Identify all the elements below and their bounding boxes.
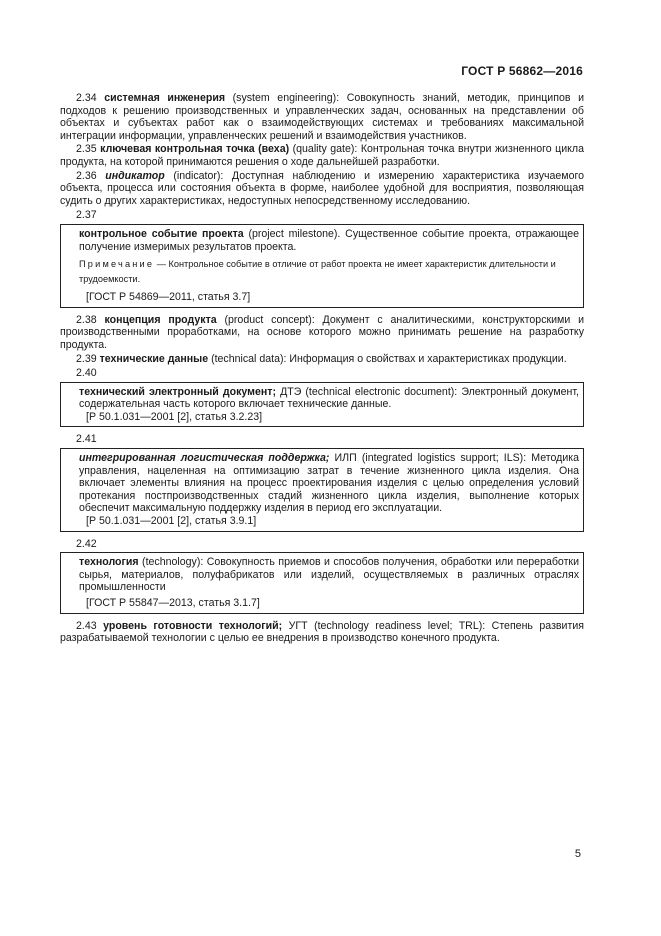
term-name: технический электронный документ;	[79, 385, 276, 398]
quoted-term-box-2-37	[60, 224, 584, 308]
term-entry-2-36	[60, 170, 584, 208]
term-name: технические данные	[99, 352, 209, 365]
term-name: технология	[79, 556, 139, 569]
term-name: интегрированная логистическая поддержка;	[79, 452, 330, 465]
document-body	[60, 92, 584, 645]
citation: [Р 50.1.031—2001 [2], статья 3.2.23]	[86, 410, 263, 423]
note-label: Примечание	[79, 259, 155, 270]
entry-number: 2.36	[76, 169, 97, 182]
term-entry-2-35	[60, 143, 584, 168]
term-name: контрольное событие проекта	[79, 227, 244, 240]
citation: [ГОСТ Р 54869—2011, статья 3.7]	[86, 291, 251, 304]
entry-number-2-42: 2.42	[76, 537, 97, 550]
quoted-definition	[65, 228, 579, 253]
term-name: индикатор	[105, 169, 165, 182]
term-name: ключевая контрольная точка (веха)	[100, 143, 290, 156]
entry-number-2-40: 2.40	[76, 367, 97, 380]
entry-number-2-41: 2.41	[76, 433, 97, 446]
term-definition: (technical data): Информация о свойствах и характеристиках продукции.	[208, 352, 567, 365]
term-entry-2-38	[60, 314, 584, 352]
term-definition: (product concept): Документ с аналитическими, конструкторскими и производственными проработками, на основе которого можно принимать решение на разработку продукта.	[60, 313, 584, 351]
quoted-term-box-2-42	[60, 552, 584, 613]
standard-designation: ГОСТ Р 56862—2016	[461, 64, 583, 78]
term-definition: (technology): Совокупность приемов и способов получения, обработки или переработки сырья, материалов, полуфабрикатов или изделий, осуществляемых в различных отраслях промышленности	[79, 556, 579, 594]
entry-number: 2.35	[76, 143, 97, 156]
term-definition: (system engineering): Совокупность знаний, методик, принципов и подходов к решению производственных и управленческих задач, основанных на представлении об объектах и субъектах работ как о взаимодействующих системах и требованиях максимальной интеграции информации, управленческих решений и взаимодействия участников.	[60, 92, 584, 142]
quoted-term-box-2-40	[60, 382, 584, 428]
term-entry-2-34	[60, 92, 584, 142]
term-definition: (quality gate): Контрольная точка внутри жизненного цикла продукта, на которой принимаются решения о ходе дальнейшей разработки.	[60, 143, 584, 168]
quoted-term-box-2-41	[60, 448, 584, 532]
entry-number-2-37: 2.37	[76, 209, 97, 222]
note-text: — Контрольное событие в отличие от работ проекта не имеет характеристик длительности и трудоемкости.	[79, 259, 556, 285]
entry-number: 2.43	[76, 619, 97, 632]
term-name: системная инженерия	[104, 92, 226, 104]
term-entry-2-43	[60, 620, 584, 645]
term-entry-2-39	[60, 353, 584, 366]
term-definition: ДТЭ (technical electronic document): Электронный документ, содержательная часть которого включает технические данные.	[79, 385, 580, 411]
note	[65, 257, 579, 287]
page-number: 5	[574, 848, 581, 860]
term-name: уровень готовности технологий;	[103, 619, 283, 632]
term-definition: ИЛП (integrated logistics support; ILS): Методика управления, нацеленная на оптимизацию затрат в течение жизненного цикла изделия. Она включает элементы влияния на процесс проектирования изделия с целью определения условий протекания постпроизводственных стадий жизненного цикла изделия, выполнение которых обеспечит максимальную поддержку изделия в период его эксплуатации.	[79, 452, 579, 515]
entry-number: 2.38	[76, 313, 97, 326]
citation: [ГОСТ Р 55847—2013, статья 3.1.7]	[86, 597, 260, 609]
entry-number: 2.39	[76, 352, 97, 365]
quoted-definition	[65, 386, 579, 411]
term-definition: (indicator): Доступная наблюдению и измерению характеристика изучаемого объекта, процесса или состояния объекта в форме, наиболее удобной для восприятия, позволяющая судить о других характеристиках, недоступных непосредственному исследованию.	[60, 169, 584, 207]
term-definition: (project milestone). Существенное событие проекта, отражающее получение измеримых результатов проекта.	[79, 227, 580, 253]
quoted-definition	[65, 452, 579, 515]
entry-number: 2.34	[76, 92, 97, 104]
quoted-definition	[65, 556, 579, 594]
term-name: концепция продукта	[104, 313, 217, 326]
term-definition: УГТ (technology readiness level; TRL): Степень развития разрабатываемой технологии с целью ее внедрения в производство конечного продукта.	[60, 619, 584, 645]
citation: [Р 50.1.031—2001 [2], статья 3.9.1]	[86, 515, 257, 528]
